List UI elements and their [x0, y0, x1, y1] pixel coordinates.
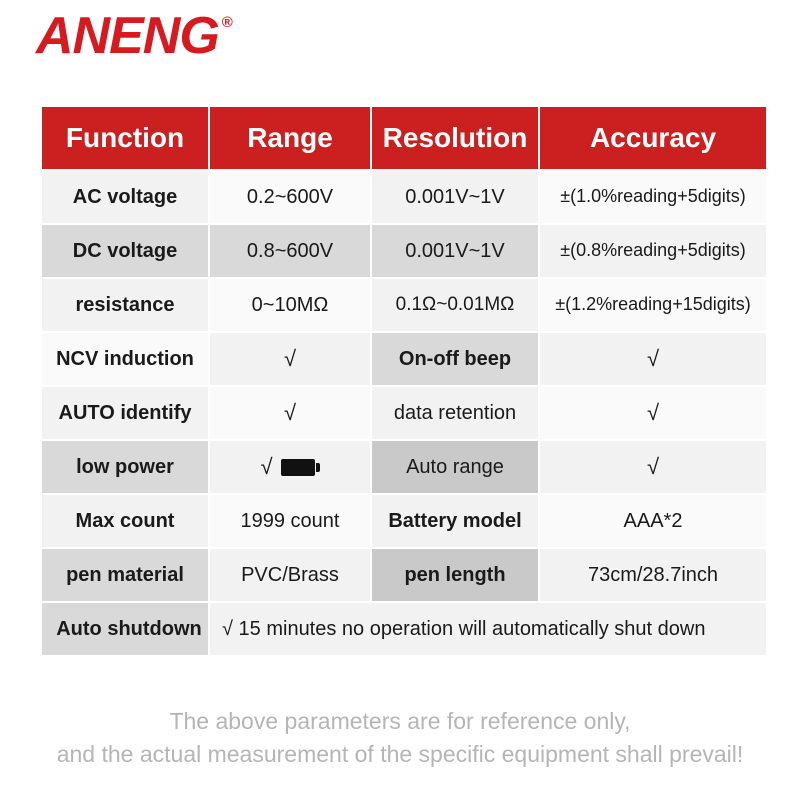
cell-function: Auto shutdown: [42, 603, 208, 655]
cell-accuracy: AAA*2: [540, 495, 766, 547]
brand-logo: [36, 7, 233, 65]
cell-range: 0.8~600V: [210, 225, 370, 277]
table-row: [42, 441, 766, 493]
cell-range: √: [210, 387, 370, 439]
battery-icon: [281, 459, 320, 476]
cell-range-check: √: [260, 453, 273, 479]
table-row: [42, 549, 766, 601]
cell-resolution: pen length: [372, 549, 538, 601]
cell-range: 0.2~600V: [210, 171, 370, 223]
registered-trademark-icon: ®: [221, 14, 233, 31]
column-header-resolution-label: Resolution: [372, 107, 538, 169]
disclaimer-line-2: and the actual measurement of the specific equipment shall prevail!: [56, 741, 744, 768]
cell-auto-shutdown-value: √ 15 minutes no operation will automatically shut down: [210, 603, 766, 655]
column-header-range: [210, 107, 370, 169]
cell-accuracy: √: [540, 333, 766, 385]
cell-function: Max count: [42, 495, 208, 547]
cell-accuracy: √: [540, 387, 766, 439]
table-header-row: [42, 107, 766, 169]
cell-function: low power: [42, 441, 208, 493]
specifications-table: [40, 105, 768, 657]
cell-accuracy: ±(1.2%reading+15digits): [540, 279, 766, 331]
cell-accuracy: √: [540, 441, 766, 493]
cell-accuracy: 73cm/28.7inch: [540, 549, 766, 601]
table-row: [42, 171, 766, 223]
brand-name: ANENG: [36, 7, 219, 65]
column-header-range-label: Range: [210, 107, 370, 169]
table-row: [42, 279, 766, 331]
cell-range: PVC/Brass: [210, 549, 370, 601]
cell-resolution: data retention: [372, 387, 538, 439]
cell-resolution: 0.001V~1V: [372, 225, 538, 277]
column-header-accuracy-label: Accuracy: [540, 107, 766, 169]
cell-function: AC voltage: [42, 171, 208, 223]
disclaimer-line-1: The above parameters are for reference only,: [169, 708, 631, 734]
table-row: [42, 333, 766, 385]
cell-range: [210, 441, 370, 493]
column-header-function: [42, 107, 208, 169]
column-header-function-label: Function: [42, 107, 208, 169]
table-row: [42, 225, 766, 277]
table-row-auto-shutdown: [42, 603, 766, 655]
cell-accuracy: ±(1.0%reading+5digits): [540, 171, 766, 223]
specs-table-wrapper: [40, 105, 760, 657]
cell-resolution: Battery model: [372, 495, 538, 547]
disclaimer-note: [0, 705, 800, 772]
table-row: [42, 387, 766, 439]
column-header-resolution: [372, 107, 538, 169]
cell-function: AUTO identify: [42, 387, 208, 439]
cell-resolution: Auto range: [372, 441, 538, 493]
cell-function: resistance: [42, 279, 208, 331]
cell-function: pen material: [42, 549, 208, 601]
cell-function: DC voltage: [42, 225, 208, 277]
cell-resolution: 0.001V~1V: [372, 171, 538, 223]
table-row: [42, 495, 766, 547]
cell-resolution: 0.1Ω~0.01MΩ: [372, 279, 538, 331]
cell-resolution: On-off beep: [372, 333, 538, 385]
column-header-accuracy: [540, 107, 766, 169]
cell-accuracy: ±(0.8%reading+5digits): [540, 225, 766, 277]
cell-range: 0~10MΩ: [210, 279, 370, 331]
cell-function: NCV induction: [42, 333, 208, 385]
cell-range: √: [210, 333, 370, 385]
cell-range: 1999 count: [210, 495, 370, 547]
